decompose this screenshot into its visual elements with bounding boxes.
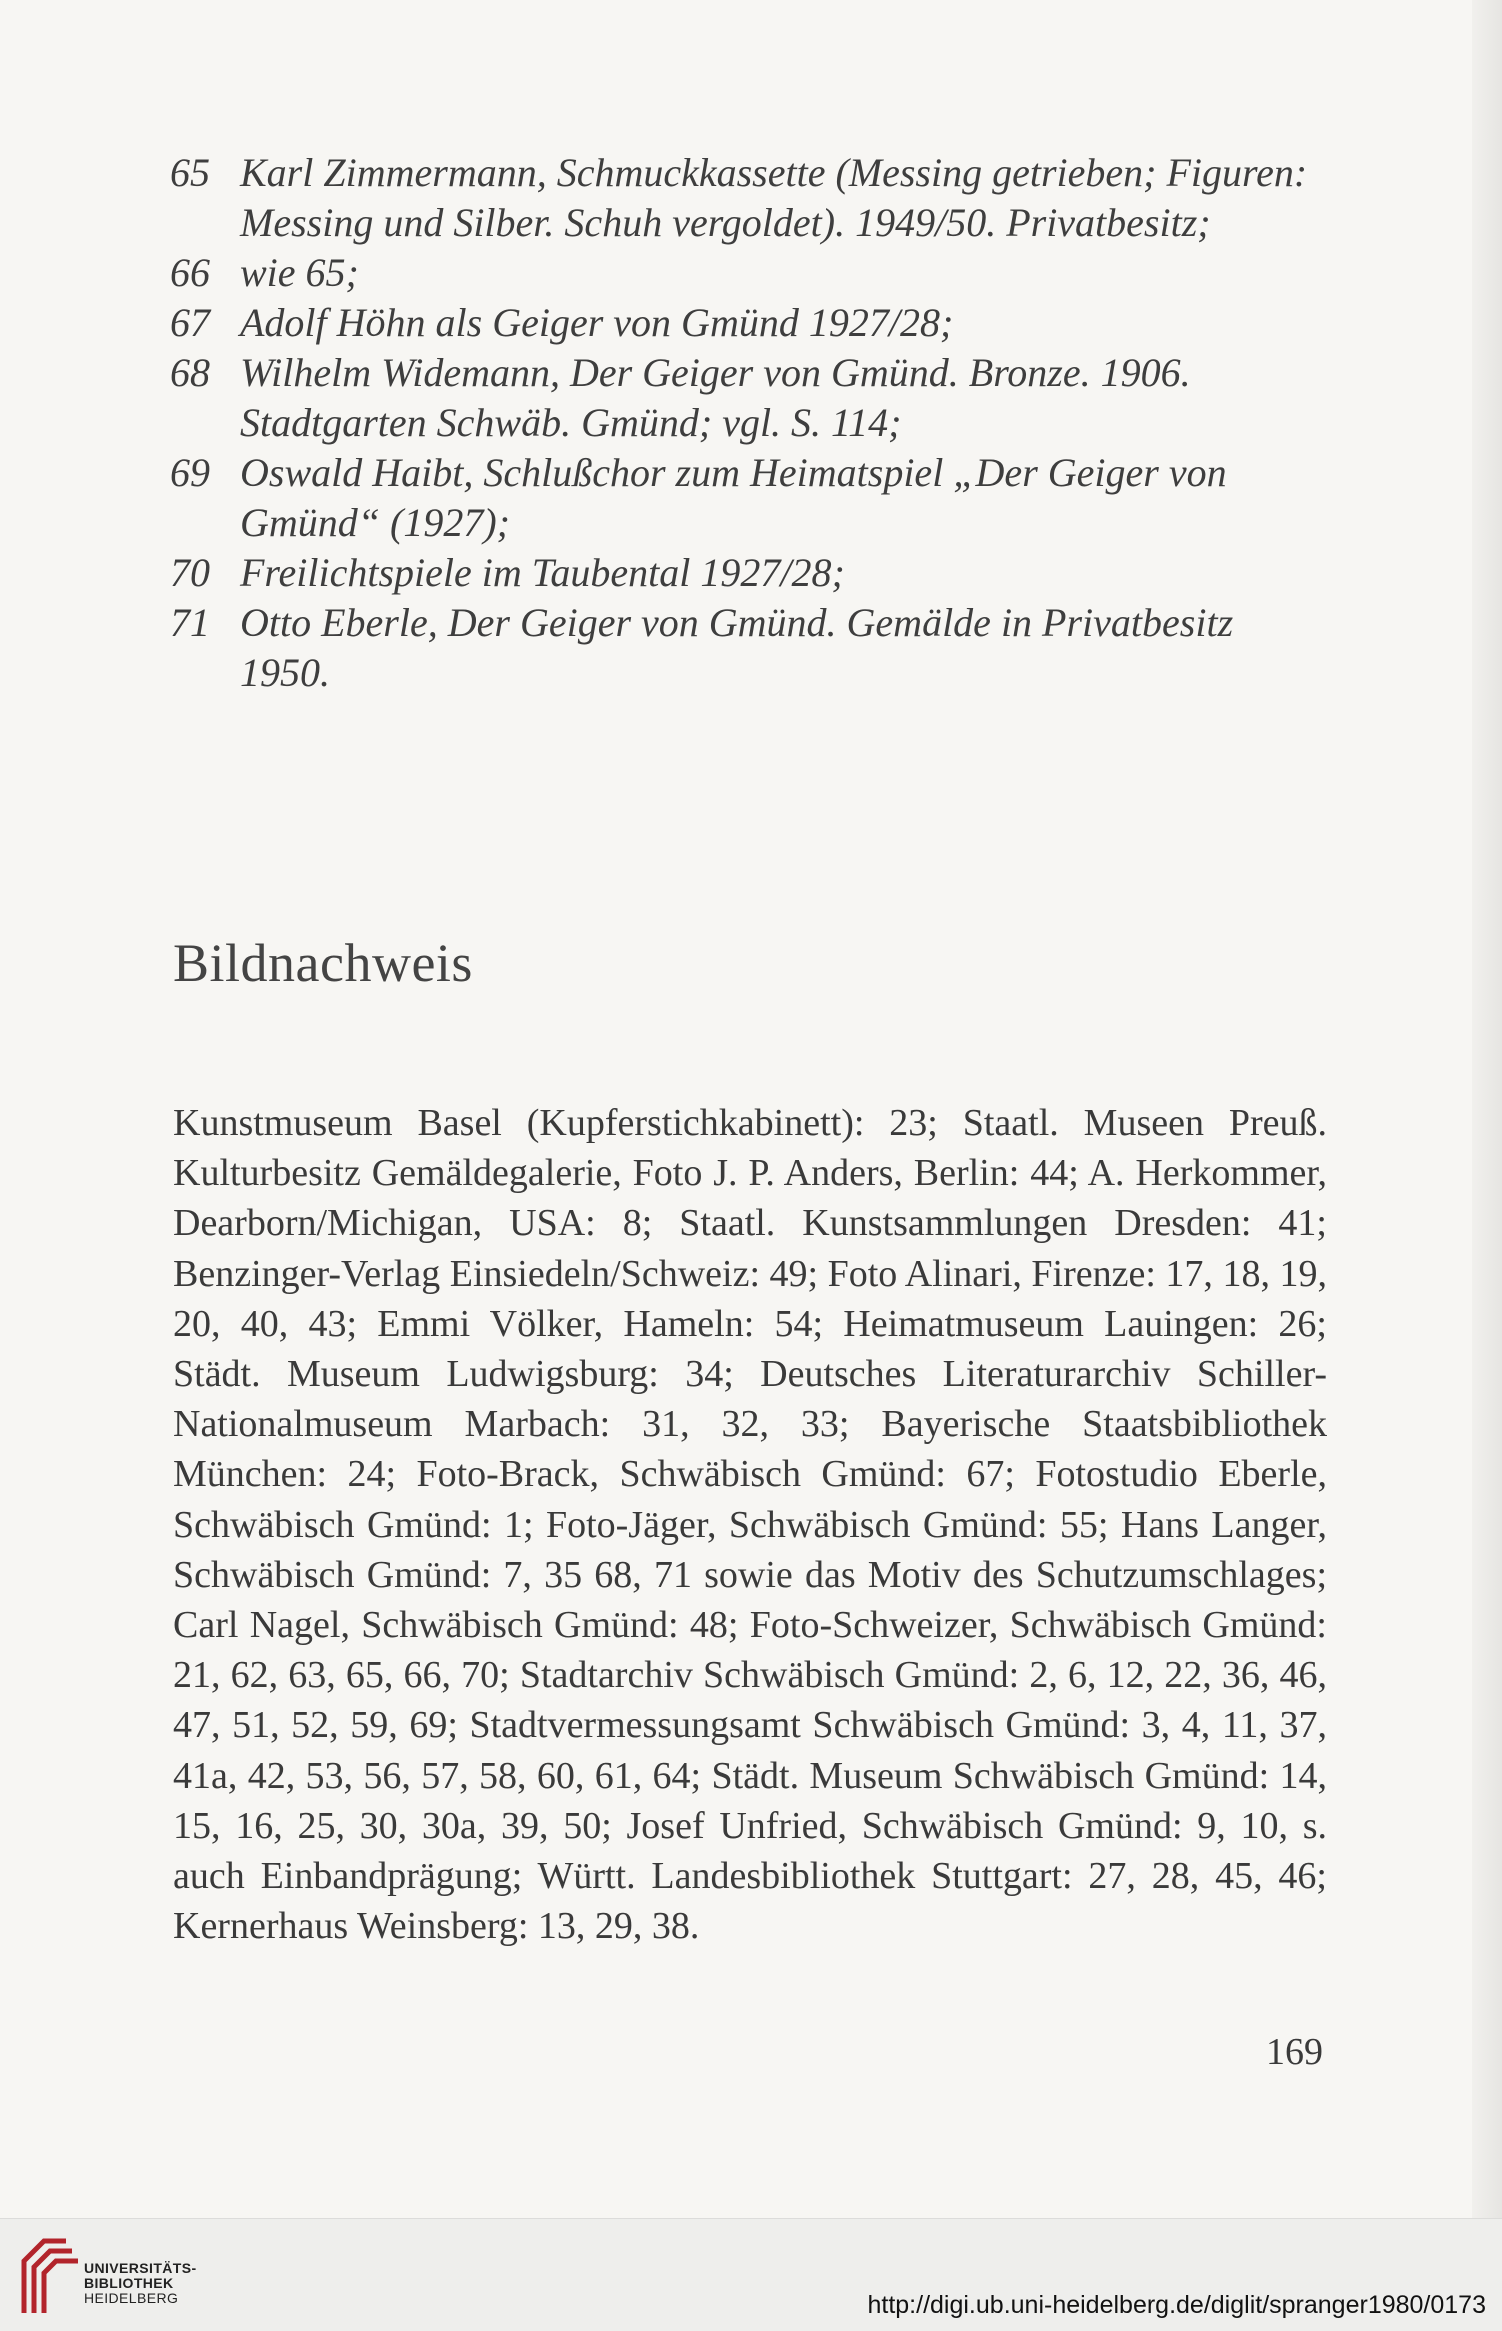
caption-text: Freilichtspiele im Taubental 1927/28; (240, 550, 845, 595)
section-heading: Bildnachweis (173, 933, 473, 993)
caption-number: 68 (170, 350, 210, 395)
caption-item (170, 548, 1330, 598)
caption-item (170, 248, 1330, 298)
caption-number: 67 (170, 300, 210, 345)
library-name-line: UNIVERSITÄTS- (84, 2260, 197, 2276)
caption-text: Karl Zimmermann, Schmuckkassette (Messing getrieben; Figuren: Messing und Silber. Schuh vergoldet). 1949/50. Privatbesitz; (240, 150, 1308, 245)
library-logo-icon (14, 2233, 84, 2317)
page-number: 169 (1266, 2031, 1323, 2073)
permalink-url[interactable]: http://digi.ub.uni-heidelberg.de/diglit/spranger1980/0173 (867, 2291, 1486, 2319)
viewer-footer (0, 2218, 1502, 2331)
caption-text: Otto Eberle, Der Geiger von Gmünd. Gemälde in Privatbesitz 1950. (240, 600, 1234, 695)
caption-text: wie 65; (240, 250, 359, 295)
caption-number: 71 (170, 600, 210, 645)
library-name-line: BIBLIOTHEK (84, 2275, 174, 2291)
caption-text: Wilhelm Widemann, Der Geiger von Gmünd. Bronze. 1906. Stadtgarten Schwäb. Gmünd; vgl. S. 114; (240, 350, 1191, 445)
image-credits-paragraph: Kunstmuseum Basel (Kupferstichkabinett): 23; Staatl. Museen Preuß. Kulturbesitz Gemäldegalerie, Foto J. P. Anders, Berlin: 44; A. Herkommer, Dearborn/Michigan, USA: 8; Staatl. Kunstsammlungen Dresden: 41; Benzinger-Verlag Einsiedeln/Schweiz: 49; Foto Alinari, Firenze: 17, 18, 19, 20, 40, 43; Emmi Völker, Hameln: 54; Heimatmuseum Lauingen: 26; Städt. Museum Ludwigsburg: 34; Deutsches Literaturarchiv Schiller-Nationalmuseum Marbach: 31, 32, 33; Bayerische Staatsbibliothek München: 24; Foto-Brack, Schwäbisch Gmünd: 67; Fotostudio Eberle, Schwäbisch Gmünd: 1; Foto-Jäger, Schwäbisch Gmünd: 55; Hans Langer, Schwäbisch Gmünd: 7, 35 68, 71 sowie das Motiv des Schutzumschlages; Carl Nagel, Schwäbisch Gmünd: 48; Foto-Schweizer, Schwäbisch Gmünd: 21, 62, 63, 65, 66, 70; Stadtarchiv Schwäbisch Gmünd: 2, 6, 12, 22, 36, 46, 47, 51, 52, 59, 69; Stadtvermessungsamt Schwäbisch Gmünd: 3, 4, 11, 37, 41a, 42, 53, 56, 57, 58, 60, 61, 64; Städt. Museum Schwäbisch Gmünd: 14, 15, 16, 25, 30, 30a, 39, 50; Josef Unfried, Schwäbisch Gmünd: 9, 10, s. auch Einbandprägung; Württ. Landesbibliothek Stuttgart: 27, 28, 45, 46; Kernerhaus Weinsberg: 13, 29, 38. (173, 1102, 1327, 1948)
caption-item (170, 298, 1330, 348)
caption-item (170, 348, 1330, 448)
library-name-line: HEIDELBERG (84, 2290, 179, 2306)
caption-text: Oswald Haibt, Schlußchor zum Heimatspiel „Der Geiger von Gmünd“ (1927); (240, 450, 1227, 545)
caption-item (170, 148, 1330, 248)
caption-number: 70 (170, 550, 210, 595)
figure-caption-list (170, 148, 1330, 698)
library-name (84, 2261, 197, 2306)
page-edge-shadow (1472, 0, 1502, 2218)
caption-item (170, 598, 1330, 698)
caption-number: 69 (170, 450, 210, 495)
caption-text: Adolf Höhn als Geiger von Gmünd 1927/28; (240, 300, 954, 345)
caption-number: 66 (170, 250, 210, 295)
caption-number: 65 (170, 150, 210, 195)
caption-item (170, 448, 1330, 548)
